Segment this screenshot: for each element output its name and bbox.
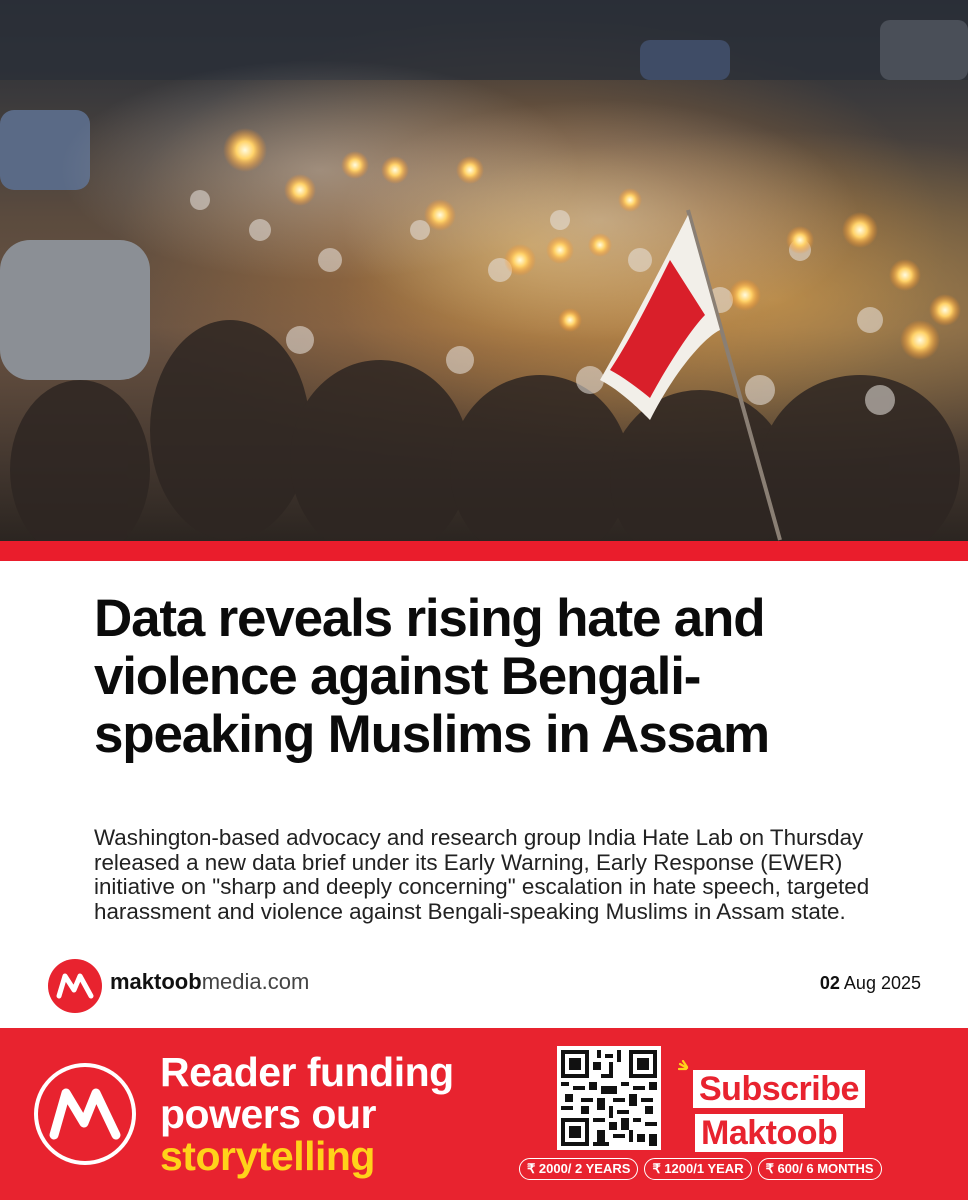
banner-tagline <box>160 1051 454 1177</box>
article-summary: Washington-based advocacy and research group India Hate Lab on Thursday released a new data brief under its Early Warning, Early Response (EWER) initiative on "sharp and deeply concerning" escalation in hate speech, targeted harassment and violence against Bengali-speaking Muslims in Assam state. <box>94 825 870 924</box>
qr-code-pattern <box>561 1050 657 1146</box>
maktoob-m-logo-icon <box>32 1061 138 1167</box>
publish-date-rest: Aug 2025 <box>843 973 921 993</box>
tagline-line-3: storytelling <box>160 1133 375 1179</box>
tagline-line-1: Reader funding <box>160 1049 454 1095</box>
price-option-6-months[interactable]: ₹ 600/ 6 MONTHS <box>758 1158 882 1180</box>
subscribe-line-2: Maktoob <box>695 1114 843 1152</box>
publish-date <box>820 973 921 994</box>
torch-rally-illustration <box>0 0 968 545</box>
price-options <box>519 1158 888 1180</box>
brand-name-rest: media.com <box>201 969 310 994</box>
subscribe-line-1: Subscribe <box>693 1070 865 1108</box>
subscribe-label[interactable] <box>693 1070 883 1152</box>
maktoob-m-logo-icon <box>47 958 103 1014</box>
tagline-line-2: powers our <box>160 1091 376 1137</box>
article-photo <box>0 0 968 545</box>
article-headline: Data reveals rising hate and violence against Bengali-speaking Muslims in Assam <box>94 589 769 764</box>
brand-name[interactable] <box>110 969 309 995</box>
brand-name-bold: maktoob <box>110 969 202 994</box>
price-option-1-year[interactable]: ₹ 1200/1 YEAR <box>644 1158 751 1180</box>
accent-bar <box>0 541 968 561</box>
publish-date-day: 02 <box>819 973 840 993</box>
price-option-2-years[interactable]: ₹ 2000/ 2 YEARS <box>519 1158 638 1180</box>
qr-code-icon[interactable] <box>557 1046 661 1150</box>
